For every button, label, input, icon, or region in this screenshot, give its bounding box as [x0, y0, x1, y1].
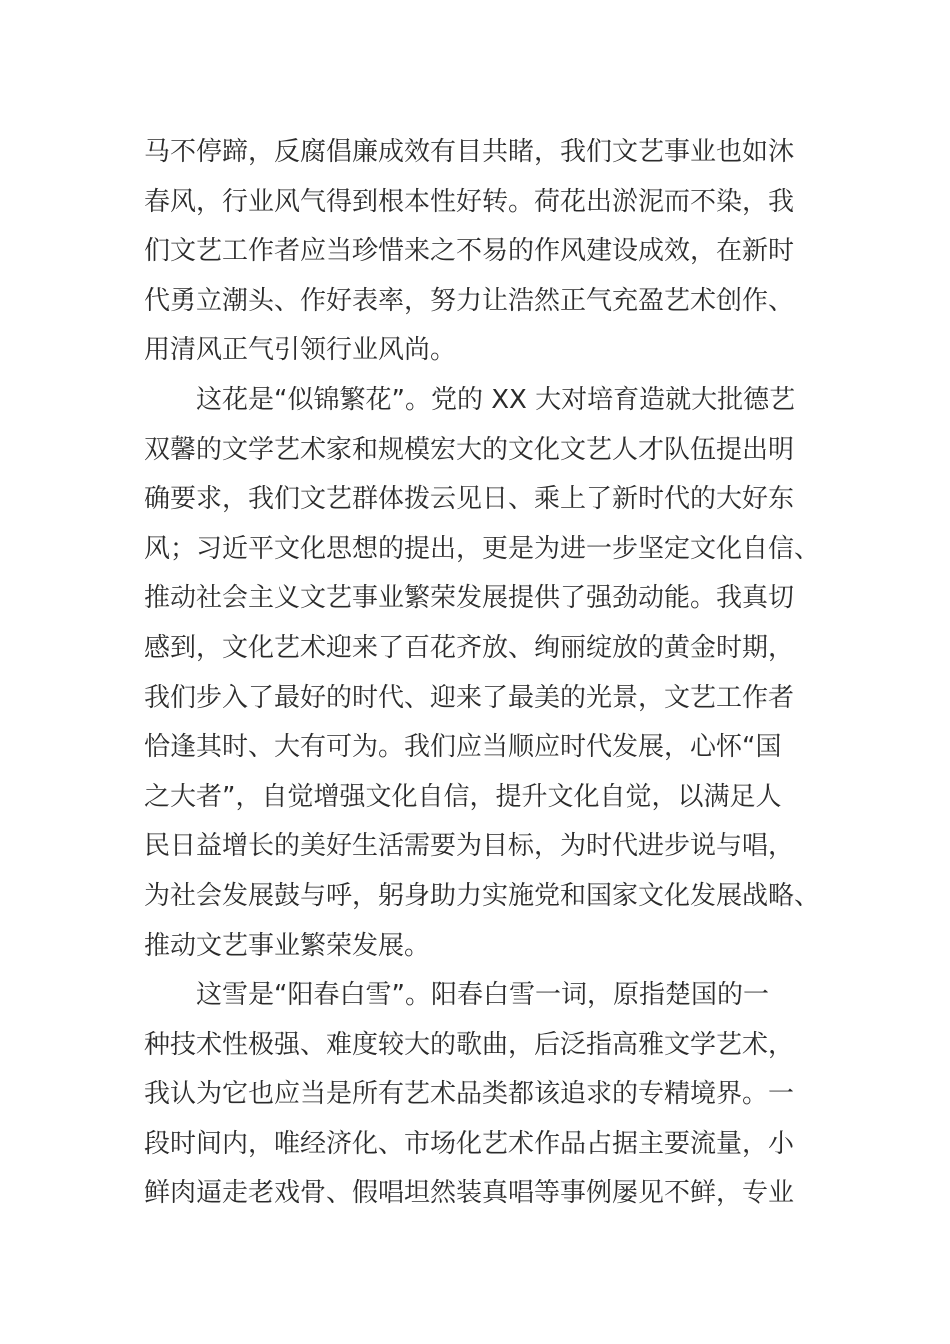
- text-line: 推动文艺事业繁荣发展。: [144, 930, 431, 961]
- text-line: 确要求，我们文艺群体拨云见日、乘上了新时代的大好东: [144, 484, 795, 515]
- text-line: 鲜肉逼走老戏骨、假唱坦然装真唱等事例屡见不鲜，专业: [144, 1178, 795, 1209]
- text-line: 春风，行业风气得到根本性好转。荷花出淤泥而不染，我: [144, 186, 795, 217]
- text-line: 我们步入了最好的时代、迎来了最美的光景，文艺工作者: [144, 682, 795, 713]
- paragraph-first-line: 这花是“似锦繁花”。党的 XX 大对培育造就大批德艺: [196, 384, 796, 415]
- text-line: 感到，文化艺术迎来了百花齐放、绚丽绽放的黄金时期，: [144, 632, 795, 663]
- text-line: 我认为它也应当是所有艺术品类都该追求的专精境界。一: [144, 1079, 795, 1110]
- paragraph-first-line: 这雪是“阳春白雪”。阳春白雪一词，原指楚国的一: [196, 980, 769, 1011]
- body-text: [144, 128, 821, 1219]
- text-line: 段时间内，唯经济化、市场化艺术作品占据主要流量，小: [144, 1128, 795, 1159]
- text-line: 民日益增长的美好生活需要为目标，为时代进步说与唱，: [144, 831, 795, 862]
- text-line: 们文艺工作者应当珍惜来之不易的作风建设成效，在新时: [144, 236, 795, 267]
- text-line: 马不停蹄，反腐倡廉成效有目共睹，我们文艺事业也如沐: [144, 137, 795, 167]
- text-line: 种技术性极强、难度较大的歌曲，后泛指高雅文学艺术，: [144, 1029, 795, 1060]
- text-line: 代勇立潮头、作好表率，努力让浩然正气充盈艺术创作、: [144, 285, 795, 316]
- text-line: 用清风正气引领行业风尚。: [144, 335, 457, 366]
- text-line: 为社会发展鼓与呼，躬身助力实施党和国家文化发展战略、: [144, 880, 821, 911]
- text-line: 推动社会主义文艺事业繁荣发展提供了强劲动能。我真切: [144, 583, 795, 614]
- text-line: 风；习近平文化思想的提出，更是为进一步坚定文化自信、: [144, 533, 821, 564]
- text-line: 双馨的文学艺术家和规模宏大的文化文艺人才队伍提出明: [144, 434, 795, 465]
- text-line: 之大者”，自觉增强文化自信，提升文化自觉，以满足人: [144, 781, 782, 812]
- text-line: 恰逢其时、大有可为。我们应当顺应时代发展，心怀“国: [144, 732, 782, 763]
